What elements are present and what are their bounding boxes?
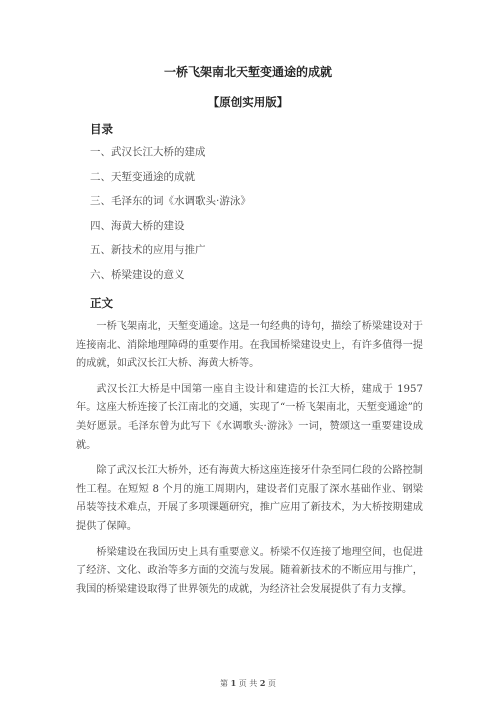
body-paragraph: 除了武汉长江大桥外，还有海黄大桥这座连接牙什杂至同仁段的公路控制性工程。在短短 8 个月的施工周期内，建设者们克服了深水基础作业、钢梁吊装等技术难点，开展了多项课题研究，推广应用了新技术，为大桥按期建成提供了保障。 — [76, 465, 423, 532]
body-content — [76, 318, 423, 606]
toc-item: 一、武汉长江大桥的建成 — [90, 146, 206, 158]
footer-middle: 页 共 — [238, 679, 258, 688]
table-of-contents — [90, 140, 251, 288]
toc-item: 五、新技术的应用与推广 — [90, 244, 206, 257]
footer-total-pages: 2 — [259, 678, 266, 688]
toc-item: 二、天堑变通途的成就 — [90, 170, 195, 183]
document-subtitle: 【原创实用版】 — [207, 95, 289, 109]
body-paragraph: 桥梁建设在我国历史上具有重要意义。桥梁不仅连接了地理空间，也促进了经济、文化、政治等多方面的交流与发展。随着新技术的不断应用与推广，我国的桥梁建设取得了世界领先的成就，为经济社会发展提供了有力支撑。 — [76, 546, 423, 595]
document-title: 一桥飞架南北天堑变通途的成就 — [163, 65, 332, 79]
page-footer — [0, 678, 496, 689]
toc-item: 三、毛泽东的词《水调歌头·游泳》 — [90, 195, 251, 208]
footer-prefix: 第 — [220, 679, 229, 688]
footer-suffix: 页 — [267, 679, 276, 688]
toc-item: 六、桥梁建设的意义 — [90, 268, 185, 281]
toc-heading: 目录 — [90, 122, 113, 136]
body-heading: 正文 — [90, 296, 113, 310]
toc-item: 四、海黄大桥的建设 — [90, 219, 185, 232]
footer-current-page: 1 — [230, 678, 237, 688]
body-paragraph: 武汉长江大桥是中国第一座自主设计和建造的长江大桥，建成于 1957 年。这座大桥连接了长江南北的交通，实现了“一桥飞架南北，天堑变通途”的美好愿景。毛泽东曾为此写下《水调歌头·游泳》一词，赞颂这一重要建设成就。 — [76, 383, 423, 451]
body-paragraph: 一桥飞架南北，天堑变通途。这是一句经典的诗句，描绘了桥梁建设对于连接南北、消除地理障碍的重要作用。在我国桥梁建设史上，有许多值得一提的成就，如武汉长江大桥、海黄大桥等。 — [76, 321, 423, 370]
